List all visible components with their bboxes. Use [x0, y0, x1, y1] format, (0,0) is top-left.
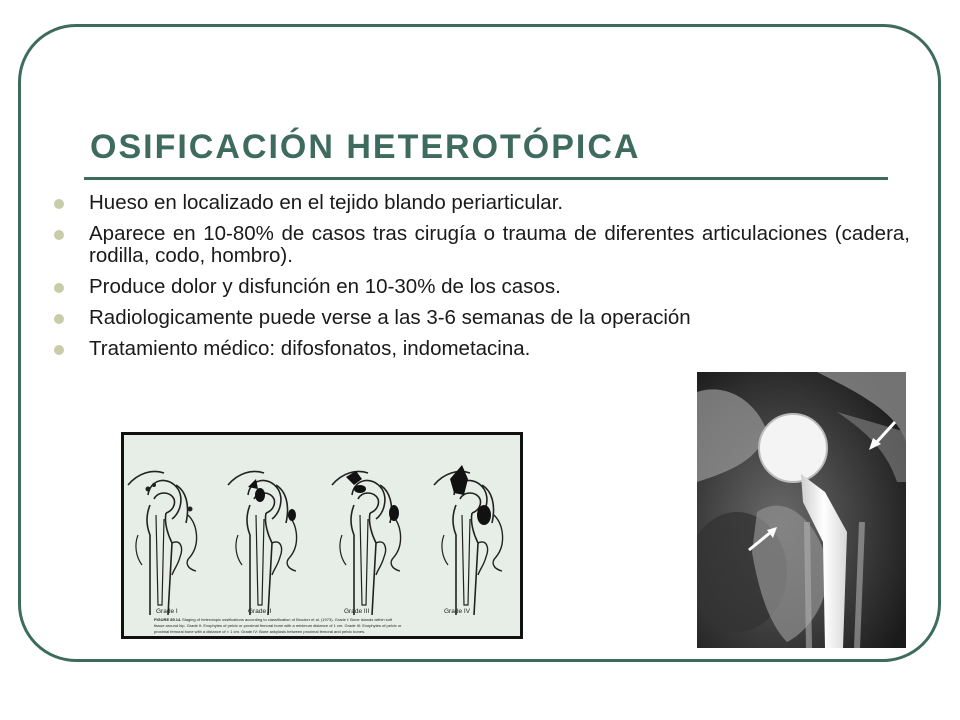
title-underline — [84, 177, 888, 180]
bullet-item: Radiologicamente puede verse a las 3-6 semanas de la operación — [54, 307, 910, 329]
bullet-item: Aparece en 10-80% de casos tras cirugía o trauma de diferentes articulaciones (cadera, rodilla, codo, hombro). — [54, 223, 910, 267]
grade-label: Grade IV — [444, 608, 471, 615]
figure-caption-line: Staging of heterotopic ossifications according to classification of Brooker et al. (1973). Grade I: Bone islands within soft — [182, 617, 393, 622]
brooker-classification-figure — [121, 432, 523, 639]
grade-label: Grade I — [156, 608, 178, 615]
figure-caption-label: FIGURE 89.14. — [154, 617, 182, 622]
bullet-item: Tratamiento médico: difosfonatos, indometacina. — [54, 338, 910, 360]
slide-title: OSIFICACIÓN HETEROTÓPICA — [90, 128, 641, 166]
grade-label: Grade II — [248, 608, 272, 615]
bullet-item: Produce dolor y disfunción en 10-30% de los casos. — [54, 276, 910, 298]
bullet-item: Hueso en localizado en el tejido blando periarticular. — [54, 192, 910, 214]
figure-caption-line: tissue around hip. Grade II: Exophytes of pelvic or proximal femoral bone with a minimum distance of 1 cm. Grade III: Exophytes of pelvic or — [154, 623, 402, 628]
hip-xray-image — [697, 372, 906, 648]
figure-caption-line: proximal femoral bone with a distance of < 1 cm. Grade IV: Bone ankylosis between proximal femoral and pelvic bones. — [154, 629, 366, 634]
bullet-list — [54, 192, 910, 369]
grade-label: Grade III — [344, 608, 370, 615]
